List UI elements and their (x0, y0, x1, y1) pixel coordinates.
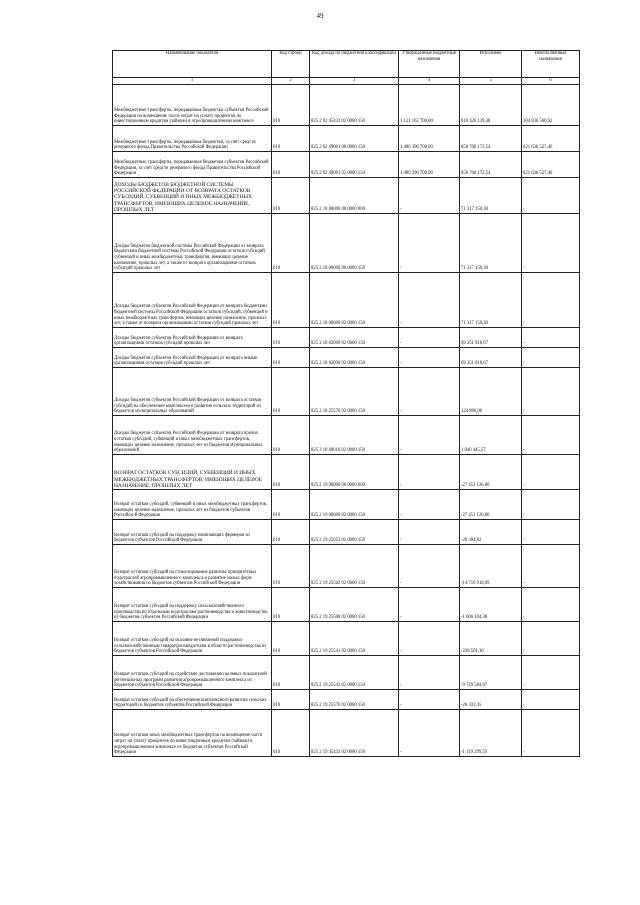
table-row (113, 152, 580, 178)
indicator-name-cell: Возврат остатков субсидий, субвенций и иных межбюджетных трансфертов, имеющих целевое назначение, прошлых лет из бюджетов субъектов Российской Федерации (113, 490, 272, 520)
column-number: 5 (460, 78, 522, 85)
column-number: 3 (310, 78, 399, 85)
column-number-row (113, 78, 580, 85)
executed-amount-cell: -20 384,82 (460, 520, 522, 545)
income-code-cell: 825 2 19 25543 02 0000 150 (310, 656, 399, 690)
indicator-name-cell: Доходы бюджетов субъектов Российской Федерации от возврата организациями остатков субсидий прошлых лет (113, 328, 272, 348)
line-code-cell: 010 (272, 710, 310, 757)
line-code-cell: 010 (272, 368, 310, 416)
executed-amount-cell: -1 606 104,38 (460, 588, 522, 622)
approved-amount-cell: - (399, 710, 460, 757)
executed-amount-cell: 71 317 150,30 (460, 214, 522, 273)
unexecuted-amount-cell: - (522, 690, 580, 710)
unexecuted-amount-cell: - (522, 545, 580, 588)
approved-amount-cell: - (399, 455, 460, 490)
line-code-cell: 010 (272, 690, 310, 710)
unexecuted-amount-cell: - (522, 520, 580, 545)
executed-amount-cell: 124 886,06 (460, 368, 522, 416)
income-code-cell: 825 2 19 25502 02 0000 150 (310, 545, 399, 588)
unexecuted-amount-cell: - (522, 178, 580, 214)
income-code-cell: 825 2 18 60010 02 0000 150 (310, 416, 399, 455)
income-code-cell: 825 2 18 02030 02 0000 150 (310, 348, 399, 368)
income-code-cell: 825 2 02 49001 00 0000 150 (310, 126, 399, 152)
income-code-cell: 825 2 19 45433 02 0000 150 (310, 710, 399, 757)
unexecuted-amount-cell: - (522, 588, 580, 622)
executed-amount-cell: -9 729 584,87 (460, 656, 522, 690)
unexecuted-amount-cell: - (522, 416, 580, 455)
approved-amount-cell: 1 121 162 700,00 (399, 85, 460, 126)
page-number: 49 (316, 12, 324, 20)
line-code-cell: 010 (272, 490, 310, 520)
indicator-name-cell: Возврат остатков субсидий на содействие достижению целевых показателей региональных программ развития агропромышленного комплекса из бюджетов субъектов Российской Федерации (113, 656, 272, 690)
unexecuted-amount-cell: 621 636 527,46 (522, 126, 580, 152)
line-code-cell: 010 (272, 545, 310, 588)
approved-amount-cell: - (399, 690, 460, 710)
executed-amount-cell: -27 451 126,80 (460, 490, 522, 520)
executed-amount-cell: -26 333,35 (460, 690, 522, 710)
indicator-name-cell: Возврат остатков субсидий на поддержку начинающих фермеров из бюджетов субъектов Российской Федерации (113, 520, 272, 545)
table-row (113, 126, 580, 152)
approved-amount-cell: - (399, 416, 460, 455)
header-unexecuted: Неисполненные назначения (522, 51, 580, 78)
indicator-name-cell: Доходы бюджетов субъектов Российской Федерации от возврата иными организациями остатков субсидий прошлых лет (113, 348, 272, 368)
budget-execution-table (112, 50, 580, 757)
income-code-cell: 825 2 02 49001 02 0000 150 (310, 152, 399, 178)
approved-amount-cell: - (399, 545, 460, 588)
approved-amount-cell: - (399, 178, 460, 214)
line-code-cell: 010 (272, 348, 310, 368)
unexecuted-amount-cell: - (522, 656, 580, 690)
indicator-name-cell: Межбюджетные трансферты, передаваемые бюджетам субъектов Российской Федерации, за счет средств резервного фонда Правительства Российской Федерации (113, 152, 272, 178)
executed-amount-cell: 1 840 445,57 (460, 416, 522, 455)
executed-amount-cell: -14 710 918,69 (460, 545, 522, 588)
table-row (113, 622, 580, 656)
indicator-name-cell: ДОХОДЫ БЮДЖЕТОВ БЮДЖЕТНОЙ СИСТЕМЫ РОССИЙСКОЙ ФЕДЕРАЦИИ ОТ ВОЗВРАТА ОСТАТКОВ СУБСИДИЙ, СУБВЕНЦИЙ И ИНЫХ МЕЖБЮДЖЕТНЫХ ТРАНСФЕРТОВ, ИМЕЮЩИХ ЦЕЛЕВОЕ НАЗНАЧЕНИЕ, ПРОШЛЫХ ЛЕТ (113, 178, 272, 214)
indicator-name-cell: Межбюджетные трансферты, передаваемые бюджетам субъектов Российской Федерации на возмещение части затрат на уплату процентов по инвестиционным кредитам (займам) в агропромышленном комплексе (113, 85, 272, 126)
approved-amount-cell: - (399, 588, 460, 622)
table-row (113, 85, 580, 126)
indicator-name-cell: Доходы бюджетов субъектов Российской Федерации от возврата прочих остатков субсидий, субвенций и иных межбюджетных трансфертов, имеющих целевое назначение, прошлых лет из бюджетов муниципальных образований (113, 416, 272, 455)
approved-amount-cell: 1 480 396 700,00 (399, 126, 460, 152)
indicator-name-cell: Доходы бюджетов бюджетной системы Российской Федерации от возврата бюджетами бюджетной системы Российской Федерации остатков субсидий, субвенций и иных межбюджетных трансфертов, имеющих целевое назначение, прошлых лет, а также от возврата организациями остатков субсидий прошлых лет (113, 214, 272, 273)
header-indicator-name: Наименование показателя (113, 51, 272, 78)
executed-amount-cell: -1 119 299,59 (460, 710, 522, 757)
approved-amount-cell: - (399, 656, 460, 690)
unexecuted-amount-cell: - (522, 490, 580, 520)
column-number: 1 (113, 78, 272, 85)
unexecuted-amount-cell: - (522, 710, 580, 757)
line-code-cell: 010 (272, 214, 310, 273)
header-income-code: Код дохода по бюджетной классификации (310, 51, 399, 78)
line-code-cell: 010 (272, 588, 310, 622)
indicator-name-cell: Доходы бюджетов субъектов Российской Федерации от возврата бюджетами бюджетной системы Российской Федерации остатков субсидий, субвенций и иных межбюджетных трансфертов, имеющих целевое назначение, прошлых лет, а также от возврата организациями остатков субсидий прошлых лет (113, 273, 272, 328)
executed-amount-cell: 69 351 818,67 (460, 328, 522, 348)
unexecuted-amount-cell: - (522, 622, 580, 656)
table-body (113, 85, 580, 757)
table-row (113, 214, 580, 273)
table-row (113, 588, 580, 622)
executed-amount-cell: 858 760 172,54 (460, 126, 522, 152)
table-row (113, 545, 580, 588)
executed-amount-cell: -27 451 126,80 (460, 455, 522, 490)
unexecuted-amount-cell: - (522, 368, 580, 416)
table-row (113, 455, 580, 490)
table-row (113, 656, 580, 690)
line-code-cell: 010 (272, 273, 310, 328)
table-row (113, 490, 580, 520)
line-code-cell: 010 (272, 178, 310, 214)
approved-amount-cell: - (399, 622, 460, 656)
table-row (113, 328, 580, 348)
income-code-cell: 825 2 02 45433 02 0000 150 (310, 85, 399, 126)
approved-amount-cell: - (399, 214, 460, 273)
header-line-code: Код строки (272, 51, 310, 78)
unexecuted-amount-cell: - (522, 455, 580, 490)
unexecuted-amount-cell: - (522, 348, 580, 368)
indicator-name-cell: ВОЗВРАТ ОСТАТКОВ СУБСИДИЙ, СУБВЕНЦИЙ И ИНЫХ МЕЖБЮДЖЕТНЫХ ТРАНСФЕРТОВ, ИМЕЮЩИХ ЦЕЛЕВОЕ НАЗНАЧЕНИЕ, ПРОШЛЫХ ЛЕТ (113, 455, 272, 490)
income-code-cell: 825 2 18 25576 02 0000 150 (310, 368, 399, 416)
income-code-cell: 825 2 19 00000 00 0000 000 (310, 455, 399, 490)
approved-amount-cell: - (399, 328, 460, 348)
table-row (113, 178, 580, 214)
approved-amount-cell: - (399, 520, 460, 545)
income-code-cell: 825 2 18 02000 02 0000 150 (310, 328, 399, 348)
income-code-cell: 825 2 19 25508 02 0000 150 (310, 588, 399, 622)
indicator-name-cell: Возврат остатков субсидий на оказание несвязанной поддержки сельскохозяйственным товаропроизводителям в области растениеводства из бюджетов субъектов Российской Федерации (113, 622, 272, 656)
income-code-cell: 825 2 19 25541 02 0000 150 (310, 622, 399, 656)
income-code-cell: 825 2 19 25053 02 0000 150 (310, 520, 399, 545)
income-code-cell: 825 2 18 00000 00 0000 000 (310, 178, 399, 214)
income-code-cell: 825 2 18 00000 02 0000 150 (310, 273, 399, 328)
indicator-name-cell: Возврат остатков субсидий на поддержку сельскохозяйственного производства по отдельным подотраслям растениеводства и животноводства из бюджетов субъектов Российской Федерации (113, 588, 272, 622)
header-executed: Исполнено (460, 51, 522, 78)
executed-amount-cell: 71 317 150,30 (460, 178, 522, 214)
line-code-cell: 010 (272, 126, 310, 152)
approved-amount-cell: - (399, 348, 460, 368)
line-code-cell: 010 (272, 622, 310, 656)
column-number: 6 (522, 78, 580, 85)
line-code-cell: 010 (272, 416, 310, 455)
executed-amount-cell: -238 501,10 (460, 622, 522, 656)
approved-amount-cell: 1 480 396 700,00 (399, 152, 460, 178)
indicator-name-cell: Доходы бюджетов субъектов Российской Федерации от возврата остатков субсидий на обеспечение комплексного развития сельских территорий из бюджетов муниципальных образований (113, 368, 272, 416)
header-approved: Утвержденные бюджетные назначения (399, 51, 460, 78)
table-row (113, 710, 580, 757)
table-row (113, 416, 580, 455)
table-row (113, 348, 580, 368)
approved-amount-cell: - (399, 368, 460, 416)
table-row (113, 273, 580, 328)
executed-amount-cell: 69 351 818,67 (460, 348, 522, 368)
line-code-cell: 010 (272, 85, 310, 126)
income-code-cell: 825 2 19 25576 02 0000 150 (310, 690, 399, 710)
line-code-cell: 010 (272, 152, 310, 178)
column-number: 4 (399, 78, 460, 85)
approved-amount-cell: - (399, 273, 460, 328)
executed-amount-cell: 71 317 150,30 (460, 273, 522, 328)
line-code-cell: 010 (272, 520, 310, 545)
line-code-cell: 010 (272, 455, 310, 490)
unexecuted-amount-cell: - (522, 214, 580, 273)
unexecuted-amount-cell: 621 636 527,46 (522, 152, 580, 178)
line-code-cell: 010 (272, 328, 310, 348)
income-code-cell: 825 2 18 00000 00 0000 150 (310, 214, 399, 273)
column-number: 2 (272, 78, 310, 85)
indicator-name-cell: Возврат остатков иных межбюджетных трансфертов на возмещение части затрат на уплату процентов по инвестиционным кредитам (займам) в агропромышленном комплексе из бюджетов субъектов Российской Федерации (113, 710, 272, 757)
unexecuted-amount-cell: - (522, 273, 580, 328)
income-code-cell: 825 2 19 00000 02 0000 150 (310, 490, 399, 520)
indicator-name-cell: Возврат остатков субсидий на стимулирование развития приоритетных подотраслей агропромышленного комплекса и развитие малых форм хозяйствования из бюджетов субъектов Российской Федерации (113, 545, 272, 588)
table-header-row (113, 51, 580, 78)
indicator-name-cell: Межбюджетные трансферты, передаваемые бюджетам, за счет средств резервного фонда Правительства Российской Федерации (113, 126, 272, 152)
indicator-name-cell: Возврат остатков субсидий на обеспечение комплексного развития сельских территорий из бюджетов субъектов Российской Федерации (113, 690, 272, 710)
table-row (113, 690, 580, 710)
table-row (113, 520, 580, 545)
executed-amount-cell: 858 760 172,54 (460, 152, 522, 178)
line-code-cell: 010 (272, 656, 310, 690)
unexecuted-amount-cell: 304 836 560,62 (522, 85, 580, 126)
unexecuted-amount-cell: - (522, 328, 580, 348)
table-row (113, 368, 580, 416)
approved-amount-cell: - (399, 490, 460, 520)
executed-amount-cell: 816 326 139,38 (460, 85, 522, 126)
